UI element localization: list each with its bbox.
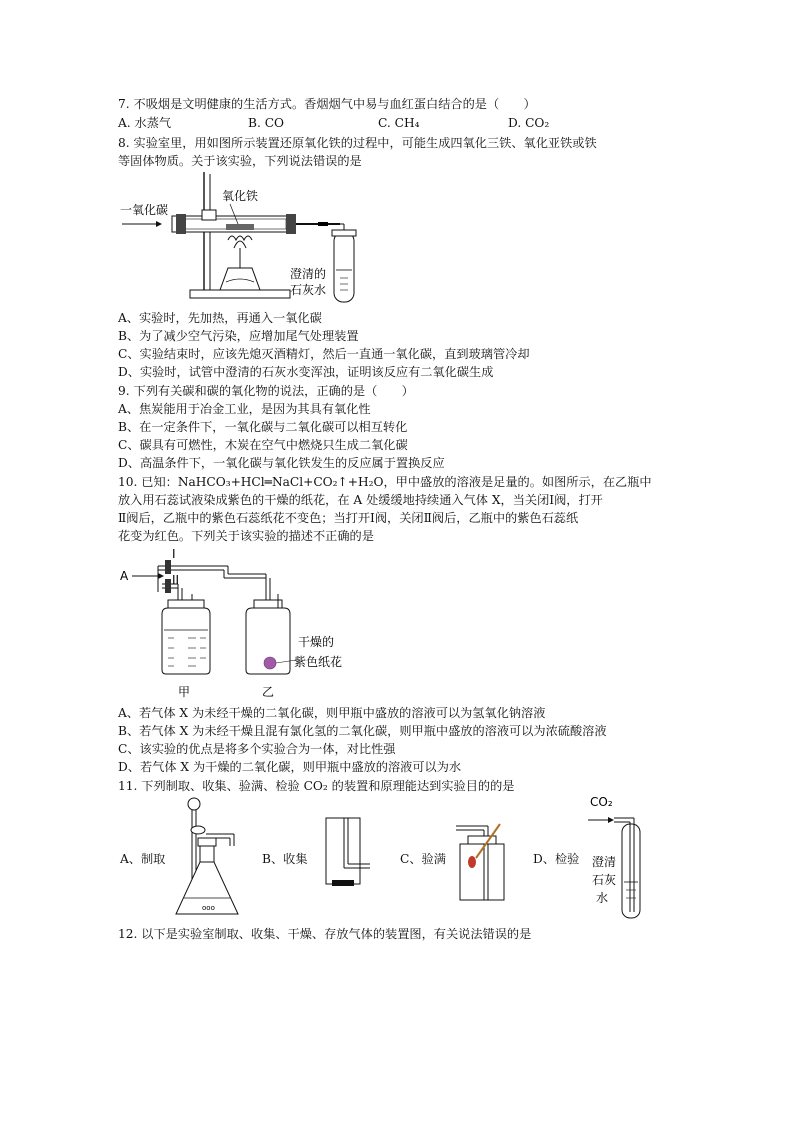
q7-option-c[interactable]: C. CH₄	[378, 116, 420, 130]
q8-label-limewater-1: 澄清的	[290, 267, 327, 281]
q11-figure-d-testtube	[586, 794, 656, 922]
q10-label-bottle-jia: 甲	[178, 685, 191, 699]
q8-stem-line2: 等固体物质。关于该实验，下列说法错误的是	[118, 154, 362, 168]
q10-label-valve1: I	[172, 547, 176, 561]
q7-option-a[interactable]: A. 水蒸气	[118, 116, 172, 130]
q10-label-valve2: II	[172, 573, 180, 587]
q10-label-bottle-yi: 乙	[262, 685, 275, 699]
q10-stem-line1: 10. 已知：NaHCO₃+HCl═NaCl+CO₂↑+H₂O，甲中盛放的溶液是足量的。如图所示，在乙瓶中	[118, 475, 652, 489]
svg-text:ooo: ooo	[202, 904, 215, 912]
q8-option-d[interactable]: D、实验时，试管中澄清的石灰水变浑浊，证明该反应有二氧化碳生成	[118, 365, 494, 379]
q8-apparatus-figure	[118, 172, 378, 307]
q10-label-flower-1: 干燥的	[298, 635, 335, 649]
q11-option-d[interactable]: D、检验	[533, 852, 580, 866]
q10-apparatus-figure	[118, 548, 368, 703]
q10-stem-line3: Ⅱ阀后，乙瓶中的紫色石蕊纸花不变色；当打开Ⅰ阀，关闭Ⅱ阀后，乙瓶中的紫色石蕊纸	[118, 511, 579, 525]
q9-option-a[interactable]: A、焦炭能用于冶金工业，是因为其具有氧化性	[118, 402, 371, 416]
q8-label-limewater-2: 石灰水	[290, 283, 327, 297]
q11-figure-a-flask	[176, 796, 246, 921]
q7-option-d[interactable]: D. CO₂	[508, 116, 550, 130]
q11-figure-c-bottle	[454, 818, 518, 904]
q8-stem-line1: 8. 实验室里，用如图所示装置还原氧化铁的过程中，可能生成四氧化三铁、氧化亚铁或铁	[118, 136, 597, 150]
q11-option-a[interactable]: A、制取	[120, 852, 166, 866]
q7-options	[118, 116, 638, 131]
q9-option-c[interactable]: C、碳具有可燃性，木炭在空气中燃烧只生成二氧化碳	[118, 438, 408, 452]
q7-option-b[interactable]: B. CO	[248, 116, 285, 130]
q11-label-co2: CO₂	[590, 795, 613, 809]
q11-label-lime-3: 水	[596, 891, 609, 905]
q11-label-lime-2: 石灰	[592, 873, 617, 887]
q10-option-c[interactable]: C、该实验的优点是将多个实验合为一体，对比性强	[118, 742, 396, 756]
q9-stem: 9. 下列有关碳和碳的氧化物的说法，正确的是（ ）	[118, 384, 414, 398]
q7-stem: 7. 不吸烟是文明健康的生活方式。香烟烟气中易与血红蛋白结合的是（ ）	[118, 97, 536, 111]
q8-label-co: 一氧化碳	[120, 203, 169, 217]
q11-label-lime-1: 澄清	[592, 855, 617, 869]
q9-option-b[interactable]: B、在一定条件下，一氧化碳与二氧化碳可以相互转化	[118, 420, 408, 434]
q8-option-b[interactable]: B、为了减少空气污染，应增加尾气处理装置	[118, 329, 359, 343]
q10-option-b[interactable]: B、若气体 X 为未经干燥且混有氯化氢的二氧化碳，则甲瓶中盛放的溶液可以为浓硫酸溶液	[118, 724, 607, 738]
q11-figure-b-bottle	[318, 814, 378, 892]
q8-label-oxide: 氧化铁	[222, 189, 259, 203]
q12-stem: 12. 以下是实验室制取、收集、干燥、存放气体的装置图，有关说法错误的是	[118, 927, 532, 941]
q8-option-a[interactable]: A、实验时，先加热，再通入一氧化碳	[118, 311, 322, 325]
q11-stem: 11. 下列制取、收集、验满、检验 CO₂ 的装置和原理能达到实验目的的是	[118, 779, 515, 793]
q10-option-d[interactable]: D、若气体 X 为干燥的二氧化碳，则甲瓶中盛放的溶液可以为水	[118, 760, 462, 774]
q10-stem-line4: 花变为红色。下列关于该实验的描述不正确的是	[118, 529, 374, 543]
q9-option-d[interactable]: D、高温条件下，一氧化碳与氧化铁发生的反应属于置换反应	[118, 456, 445, 470]
q10-stem-line2: 放入用石蕊试液染成紫色的干燥的纸花，在 A 处缓缓地持续通入气体 X，当关闭Ⅰ阀，打开	[118, 493, 603, 507]
q8-option-c[interactable]: C、实验结束时，应该先熄灭酒精灯，然后一直通一氧化碳，直到玻璃管冷却	[118, 347, 530, 361]
q11-option-b[interactable]: B、收集	[262, 852, 308, 866]
q11-option-c[interactable]: C、验满	[400, 852, 446, 866]
q10-label-a: A	[120, 569, 129, 583]
q10-label-flower-2: 紫色纸花	[294, 655, 343, 669]
q10-option-a[interactable]: A、若气体 X 为未经干燥的二氧化碳，则甲瓶中盛放的溶液可以为氢氧化钠溶液	[118, 706, 546, 720]
